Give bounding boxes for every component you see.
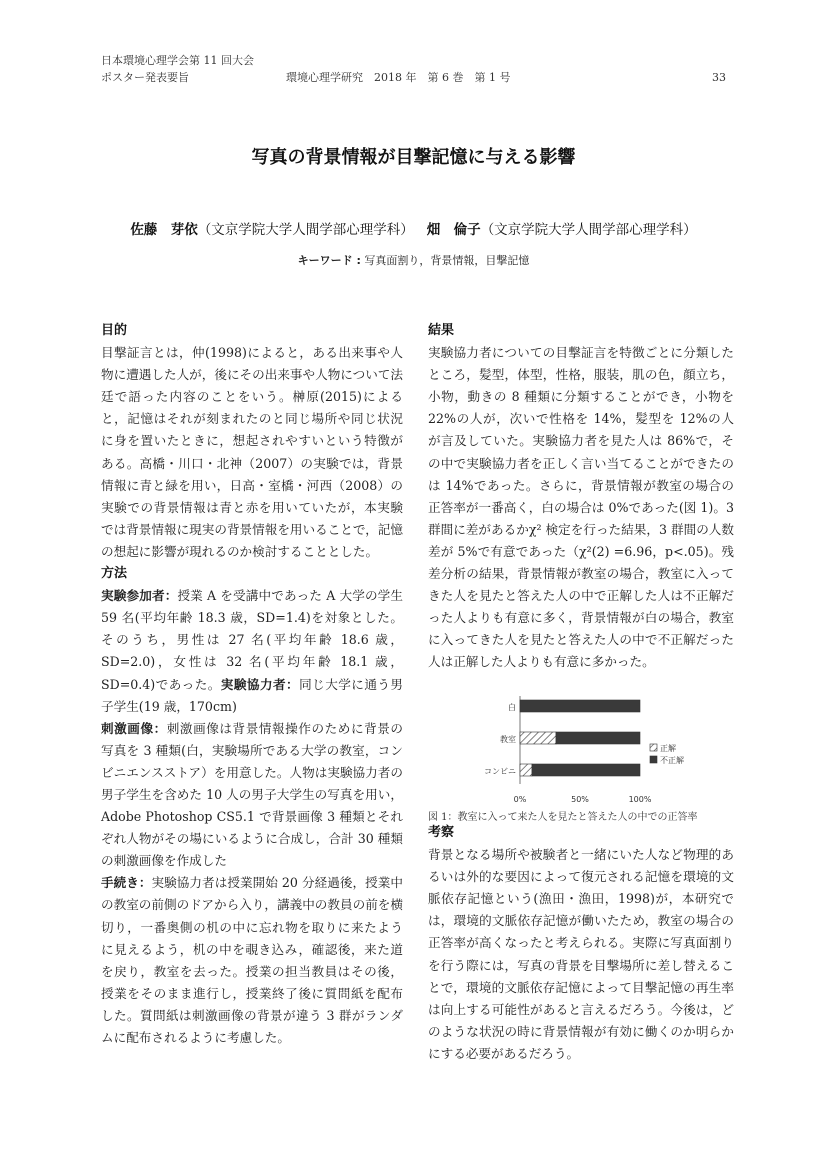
x-tick-label: 0%: [513, 795, 527, 804]
bar-incorrect-2: [532, 764, 640, 776]
conference-line-2: ポスター発表要旨: [101, 71, 189, 84]
keywords-label: キーワード :: [297, 254, 361, 267]
paper-title: 写真の背景情報が目撃記憶に与える影響: [251, 147, 576, 168]
discussion-heading: 考察: [428, 825, 455, 840]
author-2-affiliation: （文京学院大学人間学部心理学科）: [480, 222, 697, 238]
journal-info: 環境心理学研究 2018 年 第 6 巻 第 1 号: [286, 71, 511, 84]
collaborator-label: 実験協力者：: [220, 676, 300, 692]
legend-swatch: [650, 756, 657, 763]
figure-1-chart: [470, 694, 730, 810]
stimulus-text: 刺激画像は背景情報操作のために背景の写真を 3 種類(白，実験場所である大学の教室，コンビニエンスストア）を用意した。人物は実験協力者の男子学生を含めた 10 人の男子大学生の写真を用い，Adobe Photoshop CS5.1 で背景画像 3 種類とそれぞれ人物がその場にいるように合成し，合計 30 種類の刺激画像を作成した: [101, 720, 404, 869]
right-column: [428, 320, 734, 674]
bar-incorrect-0: [520, 700, 640, 712]
method-heading: 方法: [101, 566, 128, 582]
stimulus-paragraph: [101, 718, 403, 873]
discussion-text: 背景となる場所や被験者と一緒にいた人など物理的あるいは外的な要因によって復元される記憶を環境的文脈依存記憶という(漁田・漁田，1998)が，本研究では，環境的文脈依存記憶が働いたため，教室の場合の正答率が高くなったと考えられる。実際に写真面割りを行う際には，写真の背景を目撃場所に差し替えることで，環境的文脈依存記憶によって目撃記憶の再生率は向上する可能性があると言えるだろう。今後は，どのような状況の時に背景情報が有効に働くのか明らかにする必要があるだろう。: [428, 847, 734, 1061]
x-tick-label: 100%: [628, 795, 652, 804]
category-label: 教室: [500, 735, 516, 744]
conference-line-1: 日本環境心理学会第 11 回大会: [101, 54, 254, 67]
category-label: 白: [508, 703, 516, 712]
stimulus-label: 刺激画像：: [101, 720, 167, 736]
bar-correct-2: [520, 764, 532, 776]
procedure-label: 手続き：: [101, 875, 152, 891]
results-text: 実験協力者についての目撃証言を特徴ごとに分類したところ，髪型，体型，性格，服装，肌の色，顔立ち，小物，動きの 8 種類に分類することができ，小物を 22%の人が，次いで性格を 14%，髪型を 12%の人が言及していた。実験協力者を見た人は 86%で，その中で実験協力者を正しく言い当てることができたのは 14%であった。さらに，背景情報が教室の場合の正答率が一番高く，白の場合は 0%であった(図 1)。3 群間に差があるかχ² 検定を行った結果，3 群間の人数差が 5%で有意であった（χ²(2) =6.96，p<.05)。残差分析の結果，背景情報が教室の場合，教室に入ってきた人を見たと答えた人の中で正解した人は不正解だった人よりも有意に多く，背景情報が白の場合，教室に入ってきた人を見たと答えた人の中で不正解だった人は正解した人よりも有意に多かった。: [428, 345, 734, 670]
procedure-paragraph: [101, 872, 403, 1049]
discussion-section: [428, 822, 734, 1065]
legend-label: 正解: [660, 744, 676, 753]
author-line: [0, 218, 827, 238]
figure-1-caption: 図 1：教室に入って来た人を見たと答えた人の中での正答率: [428, 812, 698, 823]
purpose-heading: 目的: [101, 323, 128, 338]
procedure-text: 実験協力者は授業開始 20 分経過後，授業中の教室の前側のドアから入り，講義中の教員の前を横切り，一番奥側の机の中に忘れ物を取りに来たように見えるよう，机の中を覗き込み，確認後，来た道を戻り，教室を去った。授業の担当教員はその後，授業をそのまま進行し，授業終了後に質問紙を配布した。質問紙は刺激画像の背景が違う 3 群がランダムに配布されるように考慮した。: [101, 875, 403, 1045]
keywords: [0, 252, 827, 268]
x-tick-label: 50%: [571, 795, 589, 804]
legend-label: 不正解: [660, 756, 684, 765]
author-2-name: 畑 倫子: [426, 222, 481, 238]
participants-label: 実験参加者：: [101, 588, 178, 604]
page-number: 33: [712, 71, 726, 84]
bar-correct-1: [520, 732, 556, 744]
legend-swatch: [650, 744, 657, 751]
author-1-affiliation: （文京学院大学人間学部心理学科）: [197, 222, 414, 238]
purpose-text: 目撃証言とは，仲(1998)によると，ある出来事や人物に遭遇した人が，後にその出来事や人物について法廷で語った内容のことをいう。榊原(2015)によると，記憶はそれが刻まれたのと同じ場所や同じ状況に身を置いたときに，想起されやすいという特徴がある。高橋・川口・北神（2007）の実験では，背景情報に青と緑を用い，日高・室橋・河西（2008）の実験での背景情報は青と赤を用いていたが，本実験では背景情報に現実の背景情報を用いることで，記憶の想起に影響が現れるのか検討することとした。: [101, 345, 403, 559]
bar-incorrect-1: [556, 732, 640, 744]
results-heading: 結果: [428, 323, 455, 338]
participants-paragraph: [101, 585, 403, 718]
keywords-text: 写真面割り，背景情報，目撃記憶: [364, 254, 530, 267]
collaborator-text: 同じ大学に通う男子学生(19 歳，170cm): [101, 676, 404, 714]
participants-text: 授業 A を受講中であった A 大学の学生 59 名(平均年齢 18.3 歳，SD=1.4)を対象とした。そのうち，男性は 27 名(平均年齢 18.6 歳，SD=2.0)，女性は 32 名(平均年齢 18.1 歳，SD=0.4)であった。: [101, 588, 404, 692]
author-1-name: 佐藤 芽依: [130, 222, 198, 238]
category-label: コンビニ: [484, 767, 516, 776]
left-column: [101, 320, 403, 1049]
